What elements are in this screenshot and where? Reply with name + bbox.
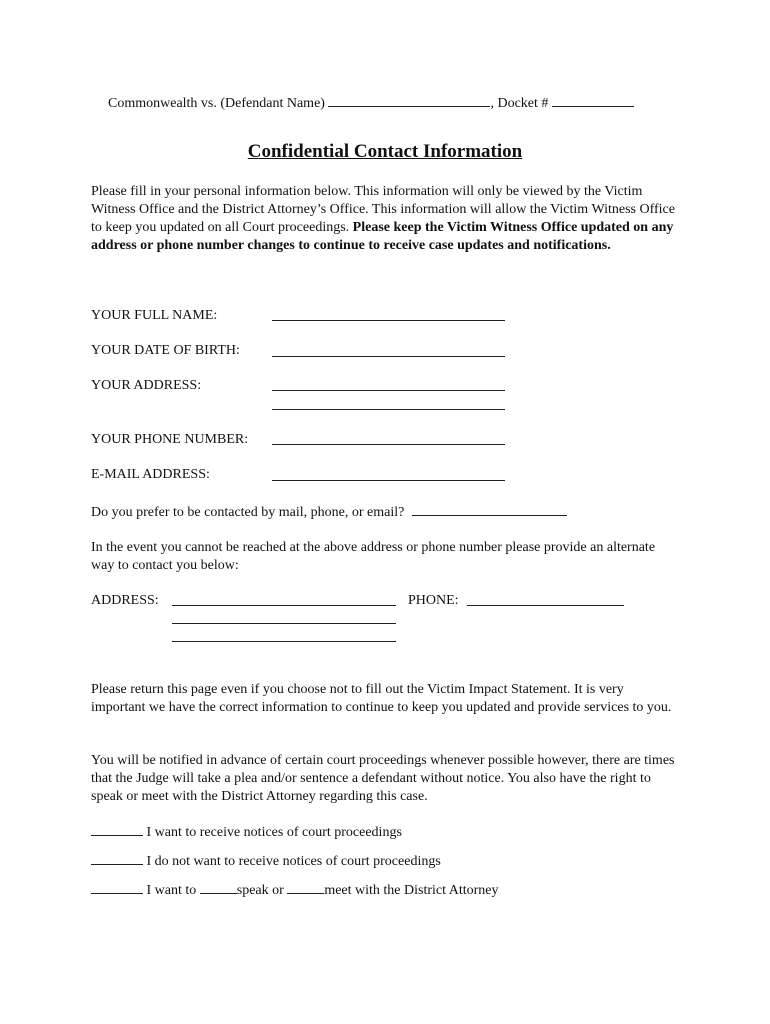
alternate-address-line-1[interactable] [172,605,396,606]
alternate-phone-label: PHONE: [408,593,459,608]
contact-preference-blank[interactable] [412,503,567,516]
alternate-address-line-3[interactable] [172,641,396,642]
case-prefix: Commonwealth vs. (Defendant Name) [108,96,325,111]
docket-number-blank[interactable] [552,94,634,107]
option-speak-meet [91,881,499,900]
address-field-line-2[interactable] [272,409,505,410]
meet-blank[interactable] [287,881,324,894]
option-receive [91,823,402,842]
page-title: Confidential Contact Information [247,141,523,162]
option-receive-text: I want to receive notices of court proceedings [146,825,402,840]
contact-preference [91,503,567,522]
phone-label: YOUR PHONE NUMBER: [91,432,249,447]
full-name-field[interactable] [272,320,505,321]
speak-blank[interactable] [200,881,237,894]
dob-label: YOUR DATE OF BIRTH: [91,343,240,358]
address-field-line-1[interactable] [272,390,505,391]
defendant-name-blank[interactable] [328,94,490,107]
alternate-phone-field[interactable] [467,605,624,606]
meet-with-text: meet with the District Attorney [324,883,499,898]
return-note: Please return this page even if you choose not to fill out the Victim Impact Statement. It is very important we have the correct information to continue to keep you updated and provide services to you. [91,682,672,715]
speak-or-text: speak or [236,883,284,898]
option-want-to-text: I want to [146,883,197,898]
email-label: E-MAIL ADDRESS: [91,467,210,482]
email-field[interactable] [272,480,505,481]
alternate-address-label: ADDRESS: [91,593,159,608]
notice-note: You will be notified in advance of certain court proceedings whenever possible however, there are times that the Judge will take a plea and/or sentence a defendant without notice. You also have the right to speak or meet with the District Attorney regarding this case. [91,753,675,804]
alternate-intro: In the event you cannot be reached at the above address or phone number please provide an alternate way to contact you below: [91,540,656,573]
option-not-receive-text: I do not want to receive notices of court proceedings [146,854,441,869]
alternate-address-line-2[interactable] [172,623,396,624]
phone-field[interactable] [272,444,505,445]
option-not-receive [91,852,441,871]
option-receive-blank[interactable] [91,823,143,836]
address-label: YOUR ADDRESS: [91,378,202,393]
intro-bold-text: Please keep the Victim Witness Office updated on any address or phone number changes to continue to receive case updates and notifications. [91,220,674,253]
dob-field[interactable] [272,356,505,357]
case-header [108,94,634,113]
intro-text: Please fill in your personal information below. This information will only be viewed by the Victim Witness Office and the District Attorney’s Office. This information will allow the Victim Witness Office to keep you updated on all Court proceedings. [91,184,675,235]
full-name-label: YOUR FULL NAME: [91,308,218,323]
contact-preference-question: Do you prefer to be contacted by mail, phone, or email? [91,505,405,520]
intro-paragraph [91,183,681,255]
docket-label: , Docket # [490,96,549,111]
option-speak-meet-blank[interactable] [91,881,143,894]
option-not-receive-blank[interactable] [91,852,143,865]
